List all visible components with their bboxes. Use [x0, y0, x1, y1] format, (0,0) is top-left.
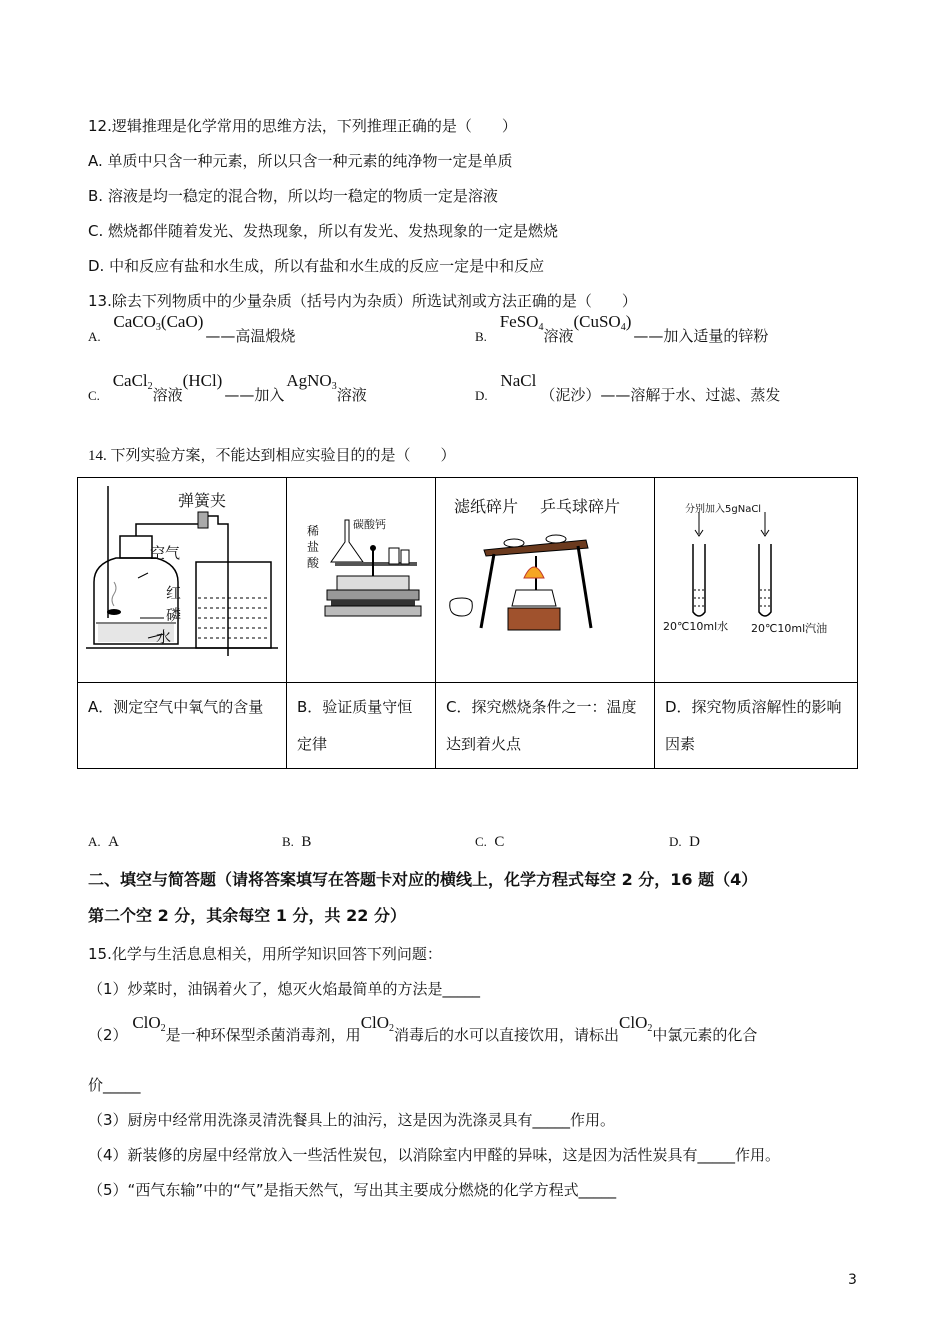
caption-b: B．验证质量守恒定律 [297, 698, 413, 753]
method-text: （泥沙）——溶解于水、过滤、蒸发 [540, 386, 781, 404]
caption-d-cell [655, 683, 858, 769]
caption-c-cell [436, 683, 655, 769]
text: 中氯元素的化合 [652, 1026, 758, 1044]
q13-option-c [88, 371, 367, 406]
acid-label-2: 盐 [307, 540, 320, 554]
method-text: ——加入 [224, 386, 285, 404]
figure-c-cell [436, 478, 655, 683]
acid-label-3: 酸 [307, 556, 320, 570]
answer-choice-a: A. A [88, 834, 119, 850]
filter-paper-label: 滤纸碎片 [454, 497, 519, 516]
clo2-formula: ClO2 [360, 1013, 395, 1034]
method-text: ——高温煅烧 [205, 327, 296, 345]
q12-option-c: C. 燃烧都伴随着发光、发热现象，所以有发光、发热现象的一定是燃烧 [88, 222, 559, 240]
answer-choice-d: D. D [669, 834, 700, 850]
clip-label: 弹簧夹 [178, 491, 227, 510]
answer-choice-c: C. C [475, 834, 505, 850]
section-heading-line1: 二、填空与简答题（请将答案填写在答题卡对应的横线上，化学方程式每空 2 分，16 题（4） [88, 870, 758, 889]
option-letter: A. [88, 329, 101, 344]
page-number: 3 [848, 1272, 857, 1288]
method-text: ——加入适量的锌粉 [633, 327, 769, 345]
q12-stem: 12.逻辑推理是化学常用的思维方法，下列推理正确的是（ ） [88, 117, 517, 135]
experiment-table [77, 477, 858, 769]
text: 消毒后的水可以直接饮用，请标出 [394, 1026, 620, 1044]
option-letter: B. [475, 329, 487, 344]
q15-stem: 15.化学与生活息息相关，用所学知识回答下列问题： [88, 945, 442, 963]
q15-part2 [88, 1013, 758, 1046]
figure-a-cell [78, 478, 287, 683]
q14-stem: 14. 下列实验方案，不能达到相应实验目的的是（ ） [88, 448, 456, 464]
caption-a-cell [78, 683, 287, 769]
oil-tube-label: 20℃10ml汽油 [751, 622, 828, 635]
nacl-label: 分别加入5gNaCl [685, 504, 762, 515]
caption-c: C．探究燃烧条件之一：温度达到着火点 [446, 698, 637, 753]
figure-d-cell [655, 478, 858, 683]
formula-paren: (CuSO4) [573, 312, 632, 333]
red-label: 红 [166, 584, 182, 602]
q15-part4: （4）新装修的房屋中经常放入一些活性炭包，以消除室内甲醛的异味，这是因为活性炭具有_____作用。 [88, 1146, 781, 1164]
water-label: 水 [156, 628, 172, 646]
formula: CaCO3(CaO) [113, 312, 204, 333]
part-number: （2） [88, 1026, 128, 1044]
caption-d: D．探究物质溶解性的影响因素 [665, 698, 842, 753]
pingpong-label: 乒乓球碎片 [540, 497, 621, 516]
solution-word: 溶液 [543, 327, 574, 345]
solution-word: 溶液 [152, 386, 183, 404]
answer-choice-b: B. B [282, 834, 312, 850]
formula: NaCl [500, 371, 537, 390]
q15-part2-cont: 价_____ [88, 1076, 141, 1094]
caco3-label: 碳酸钙 [353, 518, 386, 531]
q15-part5: （5）“西气东输”中的“气”是指天然气，写出其主要成分燃烧的化学方程式_____ [88, 1181, 617, 1199]
q13-option-a [88, 312, 296, 347]
q13-option-b [475, 312, 769, 347]
q13-stem: 13.除去下列物质中的少量杂质（括号内为杂质）所选试剂或方法正确的是（ ） [88, 292, 637, 310]
q15-part1: （1）炒菜时，油锅着火了，熄灭火焰最简单的方法是_____ [88, 980, 481, 998]
section-heading-line2: 第二个空 2 分，其余每空 1 分，共 22 分） [88, 906, 406, 925]
formula: CaCl2 [112, 371, 153, 392]
balance-figure [287, 478, 435, 678]
formula-paren: (HCl) [182, 371, 223, 390]
q12-option-d: D. 中和反应有盐和水生成，所以有盐和水生成的反应一定是中和反应 [88, 257, 545, 275]
option-letter: D. [475, 388, 488, 403]
figure-b-cell [287, 478, 436, 683]
option-letter: C. [88, 388, 100, 403]
q12-option-b: B. 溶液是均一稳定的混合物，所以均一稳定的物质一定是溶液 [88, 187, 498, 205]
text: 是一种环保型杀菌消毒剂，用 [165, 1026, 361, 1044]
q15-part3: （3）厨房中经常用洗涤灵清洗餐具上的油污，这是因为洗涤灵具有_____作用。 [88, 1111, 616, 1129]
clo2-formula: ClO2 [132, 1013, 166, 1034]
clo2-formula: ClO2 [619, 1013, 653, 1034]
reagent-formula: AgNO3 [286, 371, 337, 392]
acid-label-1: 稀 [307, 524, 320, 538]
formula: FeSO4 [499, 312, 544, 333]
solution-word: 溶液 [336, 386, 367, 404]
phosphorus-label: 磷 [166, 606, 182, 624]
q12-option-a: A. 单质中只含一种元素，所以只含一种元素的纯净物一定是单质 [88, 152, 513, 170]
caption-b-cell [287, 683, 436, 769]
q13-option-d [475, 371, 781, 405]
water-tube-label: 20℃10ml水 [663, 620, 729, 633]
caption-a: A．测定空气中氧气的含量 [88, 698, 264, 716]
air-label: 空气 [150, 544, 181, 562]
